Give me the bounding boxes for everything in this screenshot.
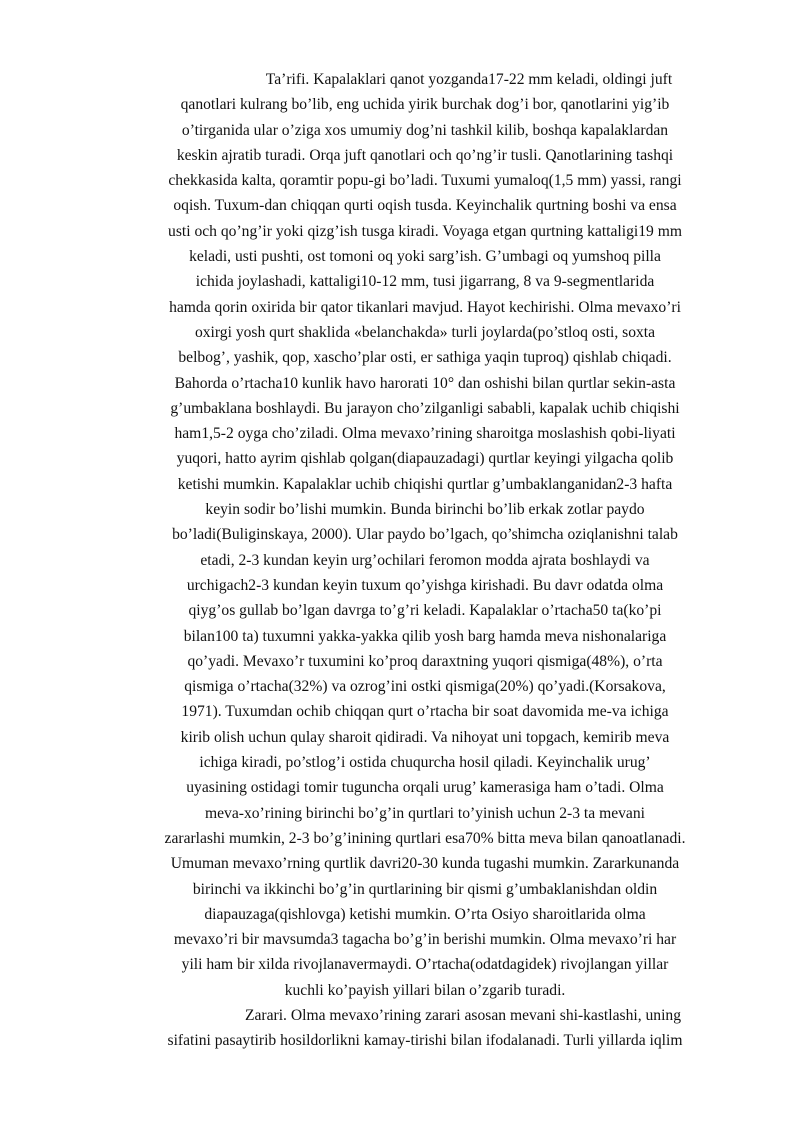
- text-line: uyasining ostidagi tomir tuguncha orqali urug’ kamerasiga ham o’tadi. Olma: [186, 779, 664, 797]
- text-line: etadi, 2-3 kundan keyin urg’ochilari feromon modda ajrata boshlaydi va: [200, 551, 650, 569]
- text-line: 1971). Tuxumdan ochib chiqqan qurt o’rtacha bir soat davomida me-va ichiga: [181, 703, 669, 721]
- text-line: chekkasida kalta, qoramtir popu-gi bo’ladi. Tuxumi yumaloq(1,5 mm) yassi, rangi: [168, 172, 682, 190]
- text-line: sifatini pasaytirib hosildorlikni kamay-tirishi bilan ifodalanadi. Turli yillarda iqlim: [167, 1032, 683, 1050]
- text-line: usti och qo’ng’ir yoki qizg’ish tusga kiradi. Voyaga etgan qurtning kattaligi19 mm: [168, 222, 682, 240]
- text-line: qanotlari kulrang bo’lib, eng uchida yirik burchak dog’i bor, qanotlarini yig’ib: [180, 96, 670, 114]
- text-line: bilan100 ta) tuxumni yakka-yakka qilib yosh barg hamda meva nishonalariga: [183, 627, 667, 645]
- text-line: ichida joylashadi, kattaligi10-12 mm, tusi jigarrang, 8 va 9-segmentlarida: [195, 273, 655, 291]
- text-line: ketishi mumkin. Kapalaklar uchib chiqishi qurtlar g’umbaklanganidan2-3 hafta: [177, 475, 673, 493]
- text-line: yili ham bir xilda rivojlanavermaydi. O’rtacha(odatdagidek) rivojlangan yillar: [181, 956, 669, 974]
- text-line: Umuman mevaxo’rning qurtlik davri20-30 kunda tugashi mumkin. Zararkunanda: [170, 855, 680, 873]
- text-line: Bahorda o’rtacha10 kunlik havo harorati 10° dan oshishi bilan qurtlar sekin-asta: [174, 374, 676, 392]
- text-line: ichiga kiradi, po’stlog’i ostida chuqurcha hosil qiladi. Keyinchalik urug’: [199, 754, 651, 772]
- text-line: qismiga o’rtacha(32%) va ozrog’ini ostki qismiga(20%) qo’yadi.(Korsakova,: [184, 678, 666, 696]
- text-line: keladi, usti pushti, ost tomoni oq yoki sarg’ish. G’umbagi oq yumshoq pilla: [189, 248, 661, 266]
- text-line: keskin ajratib turadi. Orqa juft qanotlari och qo’ng’ir tusli. Qanotlarining tashqi: [176, 146, 674, 164]
- text-line: zararlashi mumkin, 2-3 bo’g’inining qurtlari esa70% bitta meva bilan qanoatlanadi.: [164, 829, 686, 847]
- text-line: Ta’rifi. Kapalaklari qanot yozganda17-22 mm keladi, oldingi juft: [265, 71, 673, 88]
- text-line: oqish. Tuxum-dan chiqqan qurti oqish tusda. Keyinchalik qurtning boshi va ensa: [173, 197, 677, 215]
- text-line: ham1,5-2 oyga cho’ziladi. Olma mevaxo’rining sharoitga moslashish qobi-liyati: [174, 425, 676, 443]
- text-line: qo’yadi. Mevaxo’r tuxumini ko’proq daraxtning yuqori qismiga(48%), o’rta: [187, 652, 663, 670]
- text-line: qiyg’os gullab bo’lgan davrga to’g’ri keladi. Kapalaklar o’rtacha50 ta(ko’pi: [188, 602, 662, 620]
- text-line: bo’ladi(Buliginskaya, 2000). Ular paydo bo’lgach, qo’shimcha oziqlanishni talab: [172, 526, 678, 544]
- text-line: g’umbaklana boshlaydi. Bu jarayon cho’zilganligi sababli, kapalak uchib chiqishi: [170, 399, 680, 417]
- text-line: keyin sodir bo’lishi mumkin. Bunda birinchi bo’lib erkak zotlar paydo: [205, 501, 645, 519]
- text-line: kirib olish uchun qulay sharoit qidiradi. Va nihoyat uni topgach, kemirib meva: [180, 728, 670, 746]
- text-line: o’tirganida ular o’ziga xos umumiy dog’ni tashkil kilib, boshqa kapalaklardan: [181, 121, 669, 139]
- text-line: meva-xo’rining birinchi bo’g’in qurtlari to’yinish uchun 2-3 ta mevani: [205, 804, 645, 822]
- text-line: hamda qorin oxirida bir qator tikanlari mavjud. Hayot kechirishi. Olma mevaxo’ri: [169, 298, 681, 316]
- text-line: mevaxo’ri bir mavsumda3 tagacha bo’g’in berishi mumkin. Olma mevaxo’ri har: [173, 931, 677, 949]
- text-line: diapauzaga(qishlovga) ketishi mumkin. O’rta Osiyo sharoitlarida olma: [204, 905, 646, 923]
- body-text: [100, 67, 750, 1054]
- text-line: yuqori, hatto ayrim qishlab qolgan(diapauzadagi) qurtlar keyingi yilgacha qolib: [176, 450, 674, 468]
- text-line: belbog’, yashik, qop, xascho’plar osti, er sathiga yaqin tuproq) qishlab chiqadi.: [178, 349, 672, 367]
- text-line: Zarari. Olma mevaxo’rining zarari asosan mevani shi-kastlashi, uning: [244, 1006, 682, 1024]
- text-line: birinchi va ikkinchi bo’g’in qurtlarining bir qismi g’umbaklanishdan oldin: [192, 880, 658, 898]
- text-line: urchigach2-3 kundan keyin tuxum qo’yishga kirishadi. Bu davr odatda olma: [186, 576, 664, 594]
- text-line: oxirgi yosh qurt shaklida «belanchakda» turli joylarda(po’stloq osti, soxta: [194, 323, 656, 341]
- text-line: kuchli ko’payish yillari bilan o’zgarib turadi.: [284, 981, 566, 999]
